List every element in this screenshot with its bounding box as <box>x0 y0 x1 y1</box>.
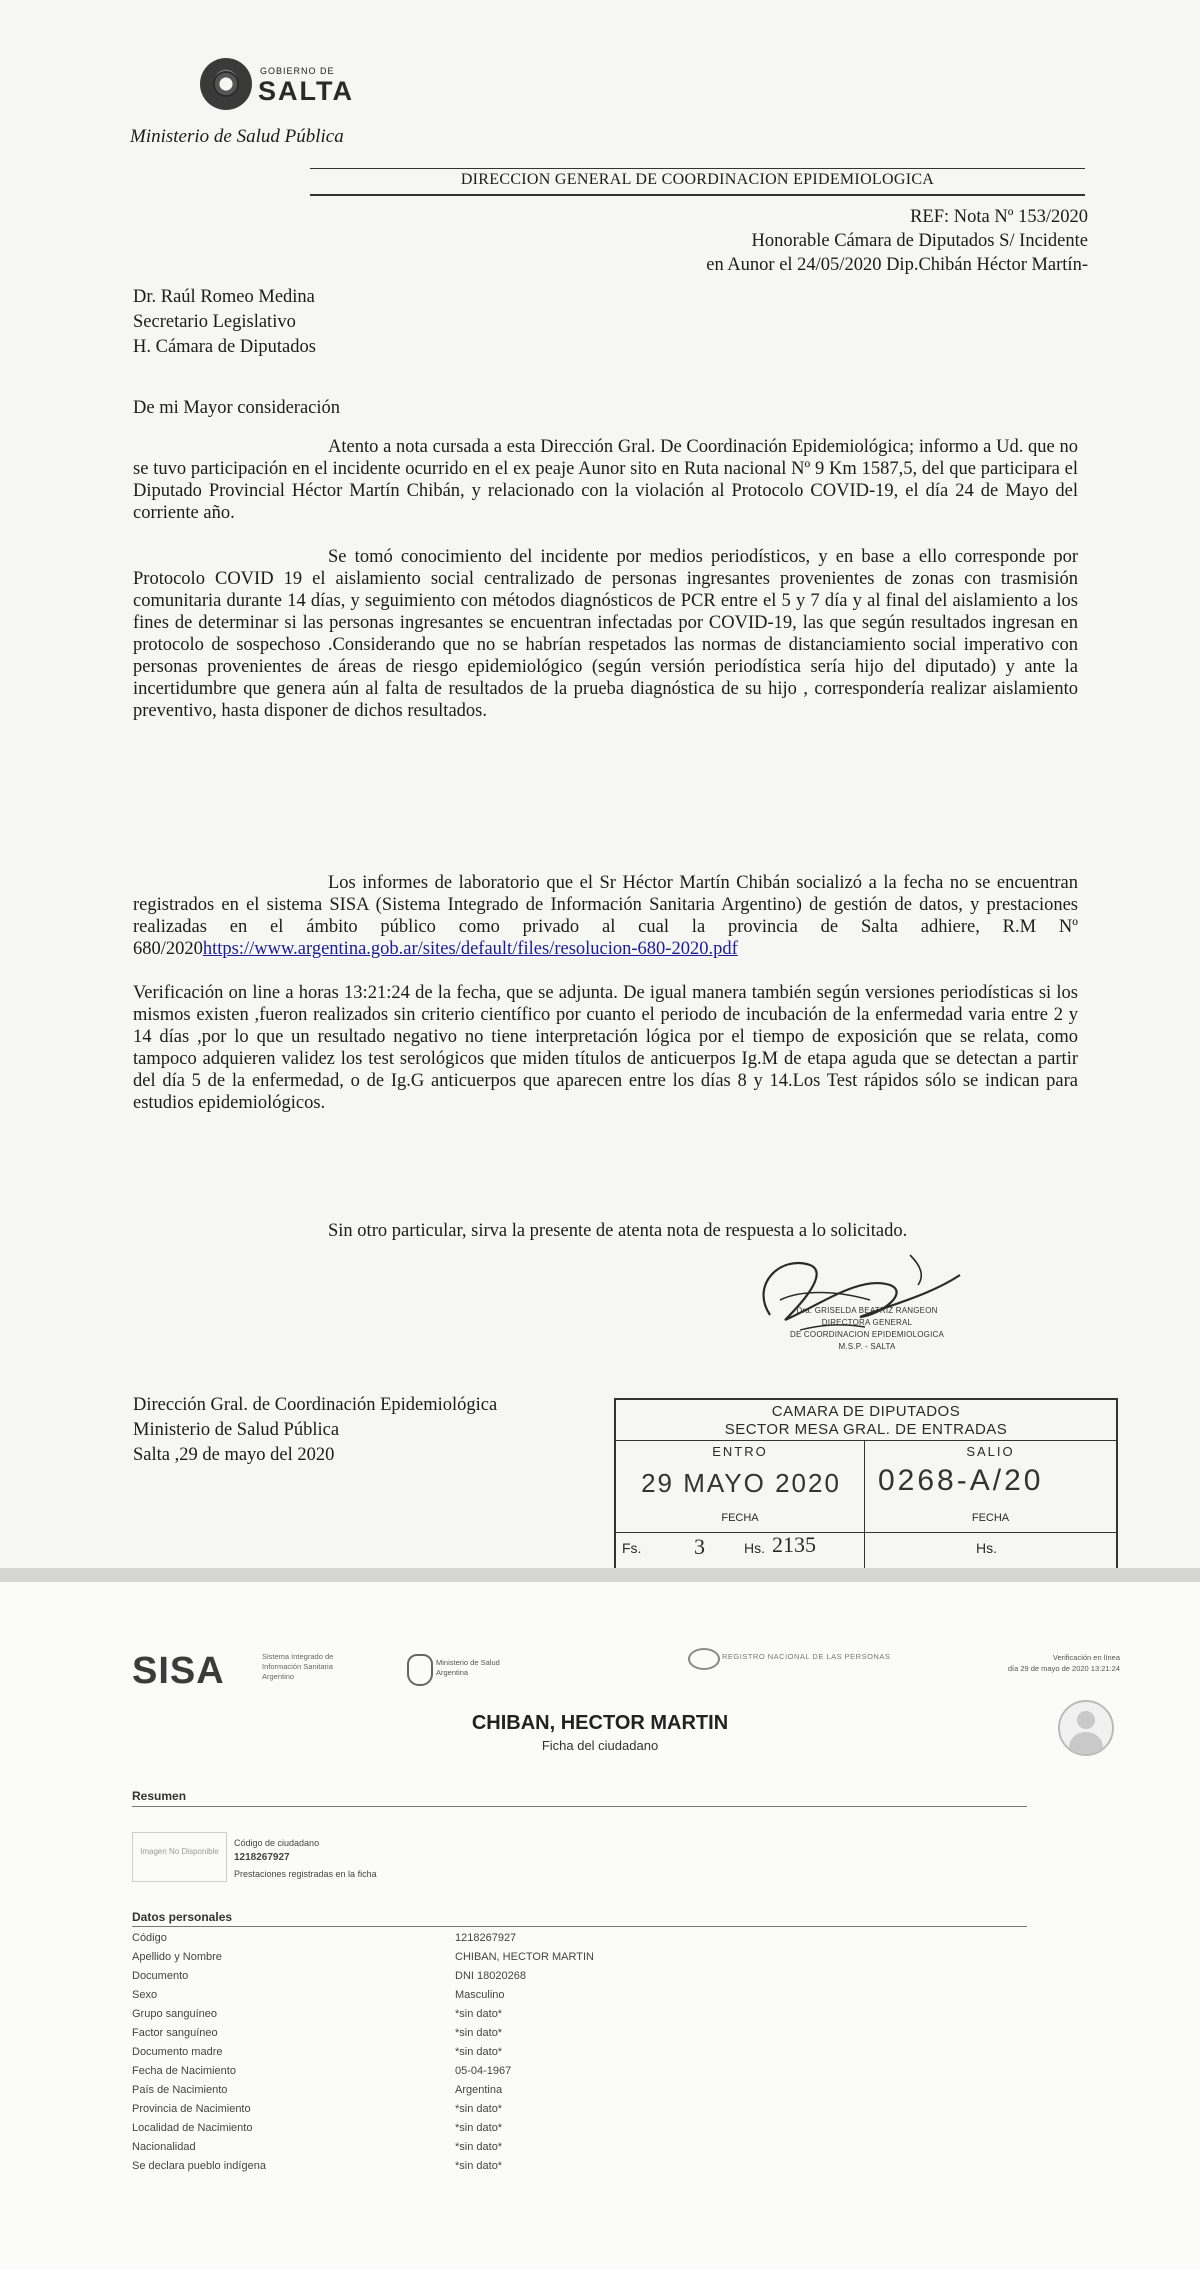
prestaciones-label: Prestaciones registradas en la ficha <box>234 1869 377 1879</box>
stamp-hs-label: Hs. <box>976 1540 997 1556</box>
personal-data-row <box>132 2103 1032 2119</box>
personal-data-value: *sin dato* <box>455 2008 503 2020</box>
paragraph-3 <box>133 872 1078 960</box>
sisa-logo: SISA <box>132 1650 225 1692</box>
section-rule <box>132 1806 1027 1807</box>
salta-seal-icon <box>200 58 252 110</box>
citizen-code-label: Código de ciudadano <box>234 1838 320 1848</box>
personal-data-label: País de Nacimiento <box>132 2084 228 2096</box>
ministry-label: Ministerio de Salud Argentina <box>436 1658 500 1677</box>
personal-data-value: *sin dato* <box>455 2160 503 2172</box>
logo-ministry-text: Ministerio de Salud Pública <box>130 126 344 147</box>
verification-label: Verificación en línea <box>1052 1653 1120 1662</box>
paragraph-2 <box>133 546 1078 722</box>
paragraph-2-text: Se tomó conocimiento del incidente por medios periodísticos, y en base a ello corresponde por Protocolo COVID 19 el aislamiento social centralizado de personas ingresantes provenientes de zonas con trasmisión comunitaria durante 14 días, y seguimiento con métodos diagnósticos de PCR entre el 5 y 7 día y al final del aislamiento a los fines de determinar si las personas ingresantes se encuentran infectadas por COVID-19, las que según resultados ingresan en protocolo de sospechoso .Considerando que no se habrían respetados las normas de distanciamiento social imperativo con personas provenientes de áreas de riesgo epidemiológico (según versión periodística sería hijo del diputado) y ante la incertidumbre que genera aún al falta de resultados de la prueba diagnóstica de su hijo , correspondería realizar aislamiento preventivo, hasta disponer de dichos resultados. <box>133 547 1078 721</box>
signer-department: DE COORDINACION EPIDEMIOLOGICA <box>789 1330 945 1339</box>
citizen-name: CHIBAN, HECTOR MARTIN <box>471 1712 729 1734</box>
personal-data-label: Sexo <box>132 1989 158 2001</box>
section-rule <box>132 1926 1027 1927</box>
paragraph-1 <box>133 436 1078 524</box>
personal-data-value: *sin dato* <box>455 2141 503 2153</box>
header-rule-bottom <box>310 194 1085 196</box>
letterhead-department: DIRECCION GENERAL DE COORDINACION EPIDEMIOLOGICA <box>460 171 935 188</box>
sender-place-date: Salta ,29 de mayo del 2020 <box>133 1445 335 1465</box>
reference-block <box>528 205 1088 277</box>
personal-data-row <box>132 2122 1032 2138</box>
stamp-subtitle: SECTOR MESA GRAL. DE ENTRADAS <box>724 1421 1008 1438</box>
resolution-link[interactable]: https://www.argentina.gob.ar/sites/default/files/resolucion-680-2020.pdf <box>202 939 738 959</box>
personal-data-label: Nacionalidad <box>132 2141 196 2153</box>
personal-data-row <box>132 1932 1032 1948</box>
record-subtitle: Ficha del ciudadano <box>541 1738 659 1753</box>
sisa-citizen-record <box>0 1582 1200 2270</box>
renaper-logo-icon <box>688 1648 720 1670</box>
stamp-column-divider <box>864 1440 865 1570</box>
personal-data-label: Fecha de Nacimiento <box>132 2065 236 2077</box>
personal-data-label: Código <box>132 1932 167 1944</box>
stamp-fs-label: Fs. <box>622 1540 642 1556</box>
personal-data-value: DNI 18020268 <box>455 1970 526 1982</box>
personal-data-row <box>132 2141 1032 2157</box>
section-title-datos-personales: Datos personales <box>132 1910 233 1924</box>
stamp-fecha-label: FECHA <box>721 1512 759 1524</box>
personal-data-row <box>132 2084 1032 2100</box>
stamp-entro-label: ENTRO <box>712 1444 768 1459</box>
signer-office: M.S.P. - SALTA <box>838 1342 896 1351</box>
personal-data-value: *sin dato* <box>455 2103 503 2115</box>
personal-data-label: Provincia de Nacimiento <box>132 2103 251 2115</box>
national-emblem-icon <box>407 1654 433 1686</box>
sender-ministry: Ministerio de Salud Pública <box>133 1420 340 1440</box>
personal-data-row <box>132 2160 1032 2176</box>
page-separator <box>0 1568 1200 1582</box>
paragraph-3-text: Los informes de laboratorio que el Sr Héctor Martín Chibán socializó a la fecha no se encuentran registrados en el sistema SISA (Sistema Integrado de Información Sanitaria Argentino) de gestión de datos, y prestaciones realizadas en el ámbito público como privado al cual la provincia de Salta adhiere, R.M Nº 680/2020 <box>133 873 1078 959</box>
reception-stamp <box>614 1398 1118 1572</box>
personal-data-label: Localidad de Nacimiento <box>132 2122 253 2134</box>
personal-data-value: Argentina <box>455 2084 503 2096</box>
personal-data-label: Grupo sanguíneo <box>132 2008 218 2020</box>
stamp-divider <box>616 1532 1116 1533</box>
renaper-label: REGISTRO NACIONAL DE LAS PERSONAS <box>722 1652 891 1661</box>
user-avatar-icon <box>1058 1700 1114 1756</box>
stamp-fs-value: 3 <box>694 1534 705 1559</box>
personal-data-value: *sin dato* <box>455 2122 503 2134</box>
sender-block <box>133 1393 497 1468</box>
personal-data-row <box>132 2065 1032 2081</box>
photo-placeholder: Imagen No Disponible <box>132 1832 227 1882</box>
ref-line: REF: Nota Nº 153/2020 <box>910 207 1088 227</box>
personal-data-row <box>132 2008 1032 2024</box>
personal-data-value: *sin dato* <box>455 2046 503 2058</box>
logo-province-text: SALTA <box>258 76 354 106</box>
addressee-name: Dr. Raúl Romeo Medina <box>133 287 315 307</box>
signer-role: DIRECTORA GENERAL <box>821 1318 913 1327</box>
closing-paragraph <box>133 1219 1078 1243</box>
signer-name: Dra. GRISELDA BEATRIZ RANGEON <box>796 1306 938 1315</box>
stamp-fecha-label: FECHA <box>971 1512 1010 1524</box>
addressee-title: Secretario Legislativo <box>133 312 296 332</box>
sisa-logo-description: Sistema Integrado de Información Sanitaria Argentino <box>262 1652 334 1681</box>
addressee-block <box>133 285 316 360</box>
header-rule-top <box>310 168 1085 169</box>
section-title-resumen: Resumen <box>132 1789 187 1803</box>
personal-data-row <box>132 1989 1032 2005</box>
personal-data-label: Se declara pueblo indígena <box>132 2160 266 2172</box>
personal-data-value: 05-04-1967 <box>455 2065 512 2077</box>
stamp-hs-label: Hs. <box>744 1540 765 1556</box>
addressee-institution: H. Cámara de Diputados <box>133 337 316 357</box>
closing-text: Sin otro particular, sirva la presente de atenta nota de respuesta a lo solicitado. <box>328 1221 908 1241</box>
personal-data-label: Documento <box>132 1970 189 1982</box>
citizen-code: 1218267927 <box>234 1852 290 1863</box>
logo-gobierno-text: GOBIERNO DE <box>260 66 335 76</box>
ref-line: en Aunor el 24/05/2020 Dip.Chibán Héctor Martín- <box>706 255 1088 275</box>
verification-info <box>940 1652 1120 1674</box>
stamp-divider <box>616 1440 1116 1441</box>
personal-data-row <box>132 1951 1032 1967</box>
stamp-title: CAMARA DE DIPUTADOS <box>771 1403 961 1420</box>
personal-data-value: Masculino <box>455 1989 505 2001</box>
personal-data-value: *sin dato* <box>455 2027 503 2039</box>
stamp-hs-value: 2135 <box>772 1532 816 1557</box>
personal-data-label: Documento madre <box>132 2046 223 2058</box>
paragraph-1-text: Atento a nota cursada a esta Dirección Gral. De Coordinación Epidemiológica; informo a Ud. que no se tuvo participación en el incidente ocurrido en el ex peaje Aunor sito en Ruta nacional Nº 9 Km 1587,5, del que participara el Diputado Provincial Héctor Martín Chibán, y relacionado con la violación al Protocolo COVID-19, el día 24 de Mayo del corriente año. <box>133 437 1078 523</box>
personal-data-row <box>132 2027 1032 2043</box>
stamp-number: 0268-A/20 <box>878 1464 1044 1497</box>
sender-department: Dirección Gral. de Coordinación Epidemiológica <box>133 1395 498 1415</box>
personal-data-value: 1218267927 <box>455 1932 517 1944</box>
verification-timestamp: día 29 de mayo de 2020 13:21:24 <box>1007 1664 1120 1673</box>
signature-stamp <box>742 1305 992 1353</box>
ref-line: Honorable Cámara de Diputados S/ Incidente <box>751 231 1088 251</box>
personal-data-value: CHIBAN, HECTOR MARTIN <box>455 1951 594 1963</box>
personal-data-row <box>132 1970 1032 1986</box>
paragraph-4: Verificación on line a horas 13:21:24 de la fecha, que se adjunta. De igual manera también según versiones periodísticas si los mismos existen ,fueron realizados sin criterio científico por cuanto el periodo de incubación de la enfermedad varia entre 2 y 14 días ,por lo que un resultado negativo no tiene interpretación lógica por el tiempo de exposición que se relata, como tampoco adquieren validez los test serológicos que miden títulos de anticuerpos Ig.M de etapa aguda que se detectan a partir del día 5 de la enfermedad, o de Ig.G anticuerpos que aparecen entre los días 8 y 14.Los Test rápidos sólo se indican para estudios epidemiológicos. <box>133 983 1078 1113</box>
stamp-salio-label: SALIO <box>966 1444 1015 1459</box>
salutation: De mi Mayor consideración <box>133 398 341 418</box>
personal-data-row <box>132 2046 1032 2062</box>
stamp-date: 29 MAYO 2020 <box>641 1468 841 1498</box>
personal-data-label: Apellido y Nombre <box>132 1951 222 1963</box>
personal-data-label: Factor sanguíneo <box>132 2027 218 2039</box>
